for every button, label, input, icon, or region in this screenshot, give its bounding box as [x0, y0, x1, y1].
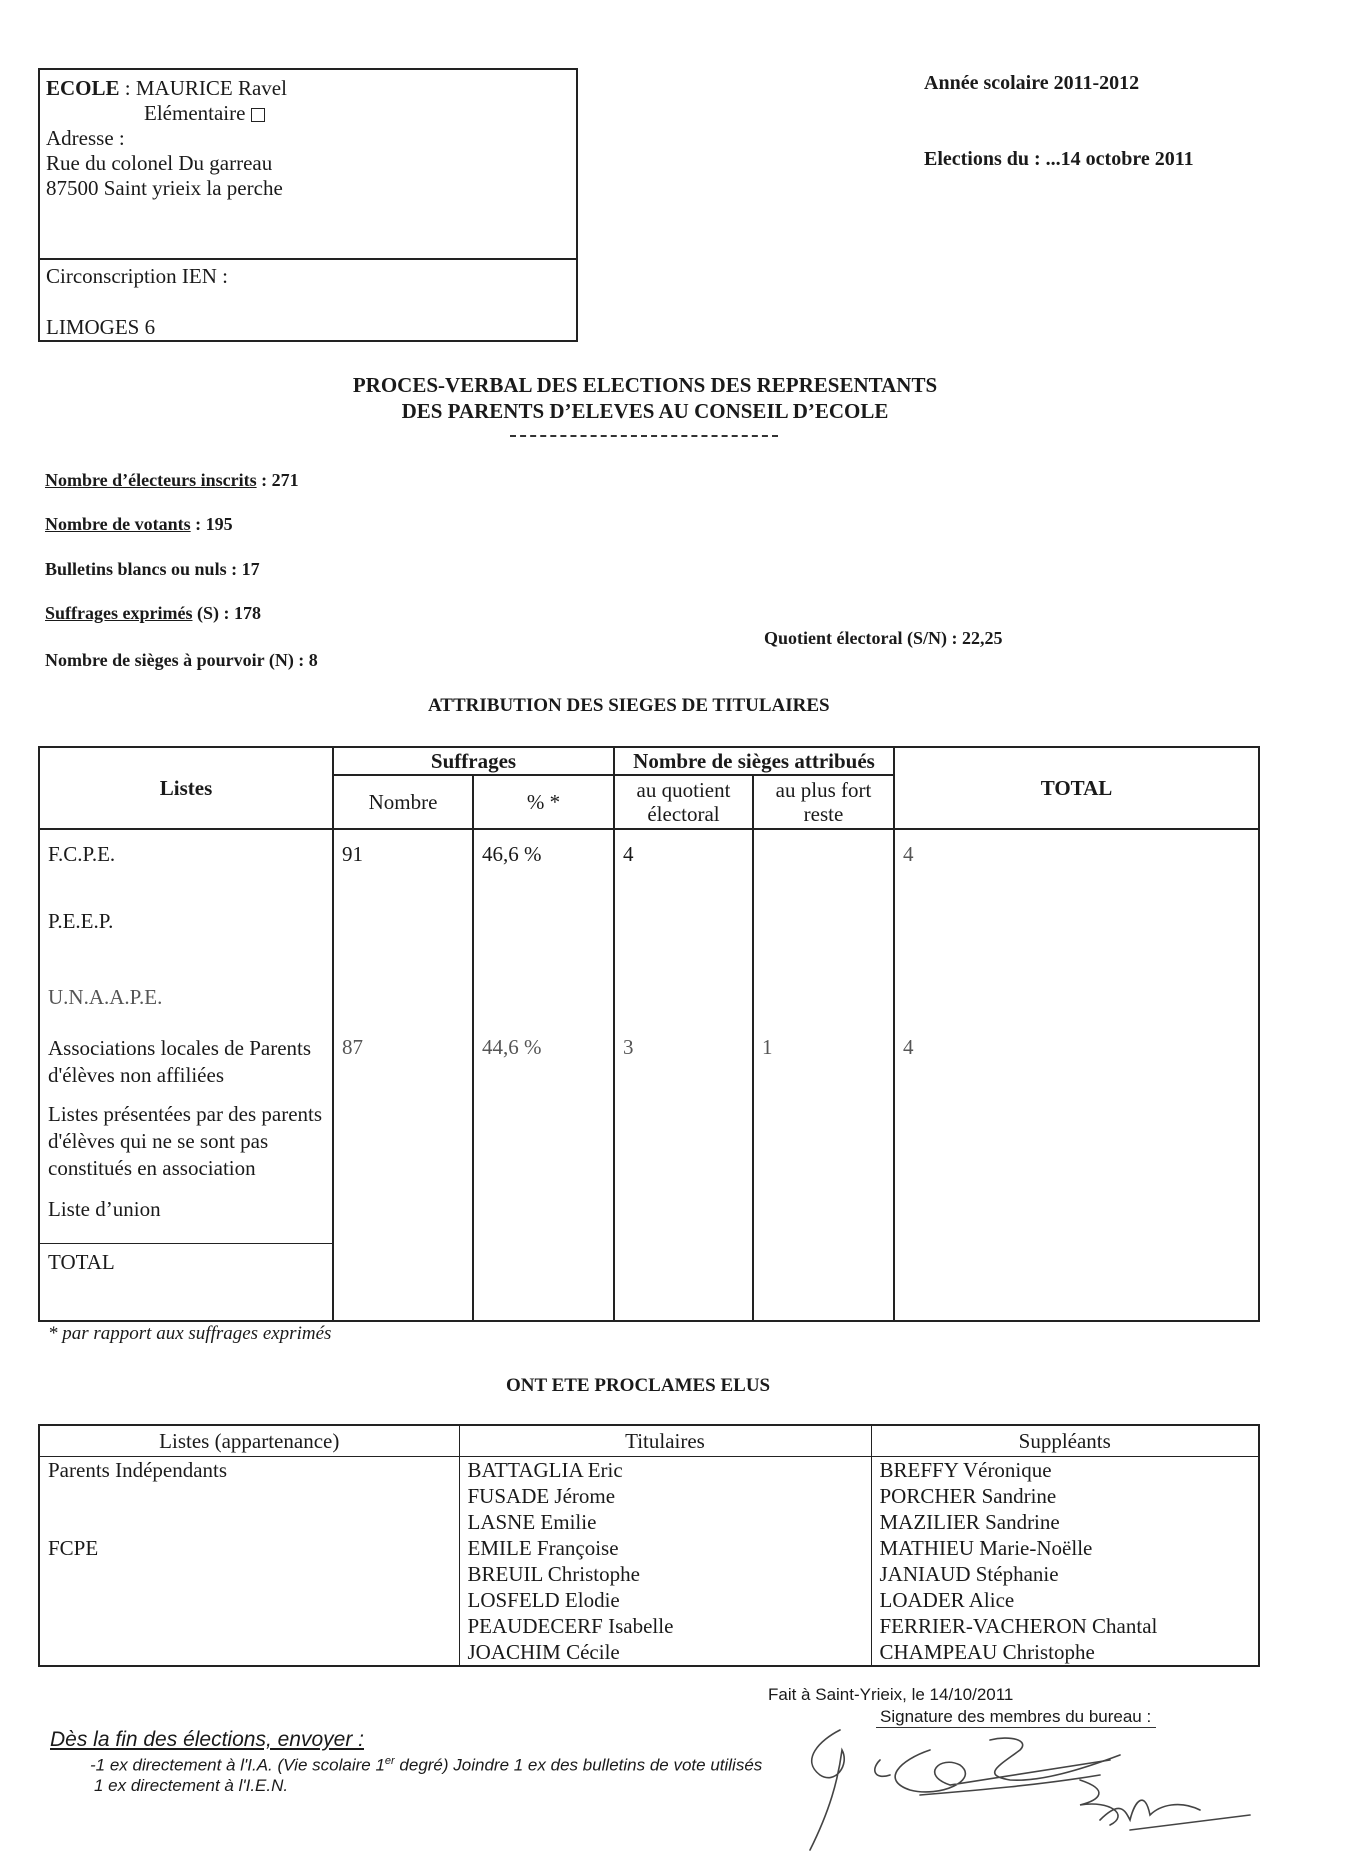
col-quotient: au quotient électoral [614, 775, 753, 829]
row-liste: P.E.E.P. [48, 909, 114, 933]
signature-scribbles [780, 1720, 1280, 1870]
row-liste: Listes présentées par des parents d'élèves qui ne se sont pas constitués en association [48, 1102, 323, 1180]
row-total [894, 969, 1259, 1021]
row-total [894, 1091, 1259, 1193]
envoyer-line2: 1 ex directement à l'I.E.N. [94, 1776, 289, 1795]
titulaire: BATTAGLIA Eric [467, 1458, 623, 1482]
titulaire: FUSADE Jérome [467, 1484, 616, 1508]
elus-groups [39, 1457, 459, 1667]
elus-table [38, 1424, 1260, 1667]
envoyer-heading: Dès la fin des élections, envoyer : [50, 1728, 364, 1751]
ecole-label: ECOLE [46, 76, 120, 100]
row-nombre [333, 1243, 473, 1321]
row-pct [473, 969, 614, 1021]
titulaire: LOSFELD Elodie [467, 1588, 620, 1612]
exprimes-value: (S) : 178 [192, 603, 261, 623]
row-reste [753, 829, 894, 901]
table-row [39, 1243, 1259, 1321]
envoyer-line1 [90, 1755, 762, 1776]
col-suffrages: Suffrages [333, 747, 614, 775]
col-listes-appartenance: Listes (appartenance) [39, 1425, 459, 1457]
suppleant: PORCHER Sandrine [879, 1484, 1057, 1508]
table-row [39, 829, 1259, 901]
row-nombre [333, 1091, 473, 1193]
row-liste: Liste d’union [39, 1193, 333, 1243]
address-label: Adresse : [46, 126, 125, 150]
suppleant: JANIAUD Stéphanie [879, 1562, 1059, 1586]
suppleant: MAZILIER Sandrine [879, 1510, 1060, 1534]
footnote: * par rapport aux suffrages exprimés [48, 1323, 332, 1344]
suppleant: MATHIEU Marie-Noëlle [879, 1536, 1093, 1560]
row-reste [753, 901, 894, 969]
row-pct [473, 901, 614, 969]
suppleant: BREFFY Véronique [879, 1458, 1052, 1482]
circonscription-value: LIMOGES 6 [46, 315, 156, 339]
row-nombre: 87 [333, 1021, 473, 1091]
circonscription-label: Circonscription IEN : [46, 264, 228, 288]
titulaire: BREUIL Christophe [467, 1562, 640, 1586]
title-divider [510, 435, 778, 437]
row-total [894, 1243, 1259, 1321]
elections-date: Elections du : ...14 octobre 2011 [924, 148, 1194, 170]
row-total: 4 [894, 1021, 1259, 1091]
suppleant: CHAMPEAU Christophe [879, 1640, 1095, 1664]
row-pct [473, 1193, 614, 1243]
table-row [39, 1021, 1259, 1091]
row-liste: Associations locales de Parents d'élèves non affiliées [48, 1036, 312, 1087]
table-row [39, 1193, 1259, 1243]
row-total [894, 1193, 1259, 1243]
stat-votants [45, 514, 233, 535]
votants-label: Nombre de votants [45, 514, 191, 534]
titulaire: EMILE Françoise [467, 1536, 619, 1560]
row-quotient [614, 1193, 753, 1243]
votants-value: : 195 [190, 514, 233, 534]
line1-post: degré) Joindre 1 ex des bulletins de vote utilisés [394, 1755, 763, 1775]
attribution-table [38, 746, 1260, 1322]
table-row [39, 969, 1259, 1021]
col-pct: % * [473, 775, 614, 829]
row-total: 4 [894, 829, 1259, 901]
col-reste: au plus fort reste [753, 775, 894, 829]
address-line2: 87500 Saint yrieix la perche [46, 176, 283, 200]
titulaire: LASNE Emilie [467, 1510, 597, 1534]
title-line1: PROCES-VERBAL DES ELECTIONS DES REPRESENTANTS [352, 373, 938, 397]
document-title [0, 372, 1290, 424]
signature-label: Signature des membres du bureau : [880, 1707, 1152, 1726]
row-nombre [333, 1193, 473, 1243]
group-parents-independants: Parents Indépendants [48, 1458, 228, 1482]
school-type: Elémentaire [144, 101, 246, 125]
annee-scolaire: Année scolaire 2011-2012 [924, 72, 1140, 94]
ecole-name: : MAURICE Ravel [124, 76, 287, 100]
address-line1: Rue du colonel Du garreau [46, 151, 273, 175]
row-quotient [614, 1091, 753, 1193]
row-reste: 1 [753, 1021, 894, 1091]
table-row [39, 1091, 1259, 1193]
col-sieges: Nombre de sièges attribués [614, 747, 894, 775]
row-liste: F.C.P.E. [48, 842, 116, 866]
row-reste [753, 969, 894, 1021]
titulaires-list [459, 1457, 871, 1667]
stat-blancs: Bulletins blancs ou nuls : 17 [45, 559, 260, 579]
row-liste: U.N.A.A.P.E. [48, 985, 163, 1009]
row-nombre [333, 969, 473, 1021]
elus-heading: ONT ETE PROCLAMES ELUS [506, 1375, 771, 1396]
suppleants-list [871, 1457, 1259, 1667]
line1-pre: -1 ex directement à l'I.A. (Vie scolaire 1 [90, 1755, 385, 1775]
col-titulaires: Titulaires [459, 1425, 871, 1457]
titulaire: JOACHIM Cécile [467, 1640, 620, 1664]
school-info-box [38, 68, 578, 342]
suppleant: FERRIER-VACHERON Chantal [879, 1614, 1158, 1638]
fait-a: Fait à Saint-Yrieix, le 14/10/2011 [768, 1685, 1014, 1704]
stat-quotient: Quotient électoral (S/N) : 22,25 [764, 628, 1003, 648]
col-suppleants: Suppléants [871, 1425, 1259, 1457]
row-pct: 44,6 % [473, 1021, 614, 1091]
exprimes-label: Suffrages exprimés [45, 603, 193, 623]
inscrits-label: Nombre d’électeurs inscrits [45, 470, 257, 490]
row-pct [473, 1091, 614, 1193]
col-nombre: Nombre [333, 775, 473, 829]
titulaire: PEAUDECERF Isabelle [467, 1614, 674, 1638]
stat-sieges: Nombre de sièges à pourvoir (N) : 8 [45, 650, 318, 670]
table-row [39, 901, 1259, 969]
stat-inscrits [45, 470, 299, 491]
row-pct: 46,6 % [473, 829, 614, 901]
row-pct [473, 1243, 614, 1321]
row-total [894, 901, 1259, 969]
row-reste [753, 1243, 894, 1321]
row-quotient [614, 1243, 753, 1321]
row-nombre: 91 [333, 829, 473, 901]
row-quotient: 3 [614, 1021, 753, 1091]
row-reste [753, 1091, 894, 1193]
type-checkbox[interactable] [251, 108, 265, 122]
table-row [39, 1457, 1259, 1667]
row-nombre [333, 901, 473, 969]
col-total: TOTAL [894, 747, 1259, 829]
col-listes: Listes [39, 747, 333, 829]
stat-exprimes [45, 603, 261, 624]
row-quotient [614, 969, 753, 1021]
attribution-heading: ATTRIBUTION DES SIEGES DE TITULAIRES [428, 695, 830, 716]
inscrits-value: : 271 [256, 470, 299, 490]
title-line2: DES PARENTS D’ELEVES AU CONSEIL D’ECOLE [401, 399, 889, 423]
group-fcpe: FCPE [48, 1536, 99, 1560]
suppleant: LOADER Alice [879, 1588, 1015, 1612]
line1-sup: er [384, 1755, 395, 1767]
row-quotient: 4 [614, 829, 753, 901]
row-quotient [614, 901, 753, 969]
row-reste [753, 1193, 894, 1243]
row-liste: TOTAL [48, 1249, 115, 1274]
